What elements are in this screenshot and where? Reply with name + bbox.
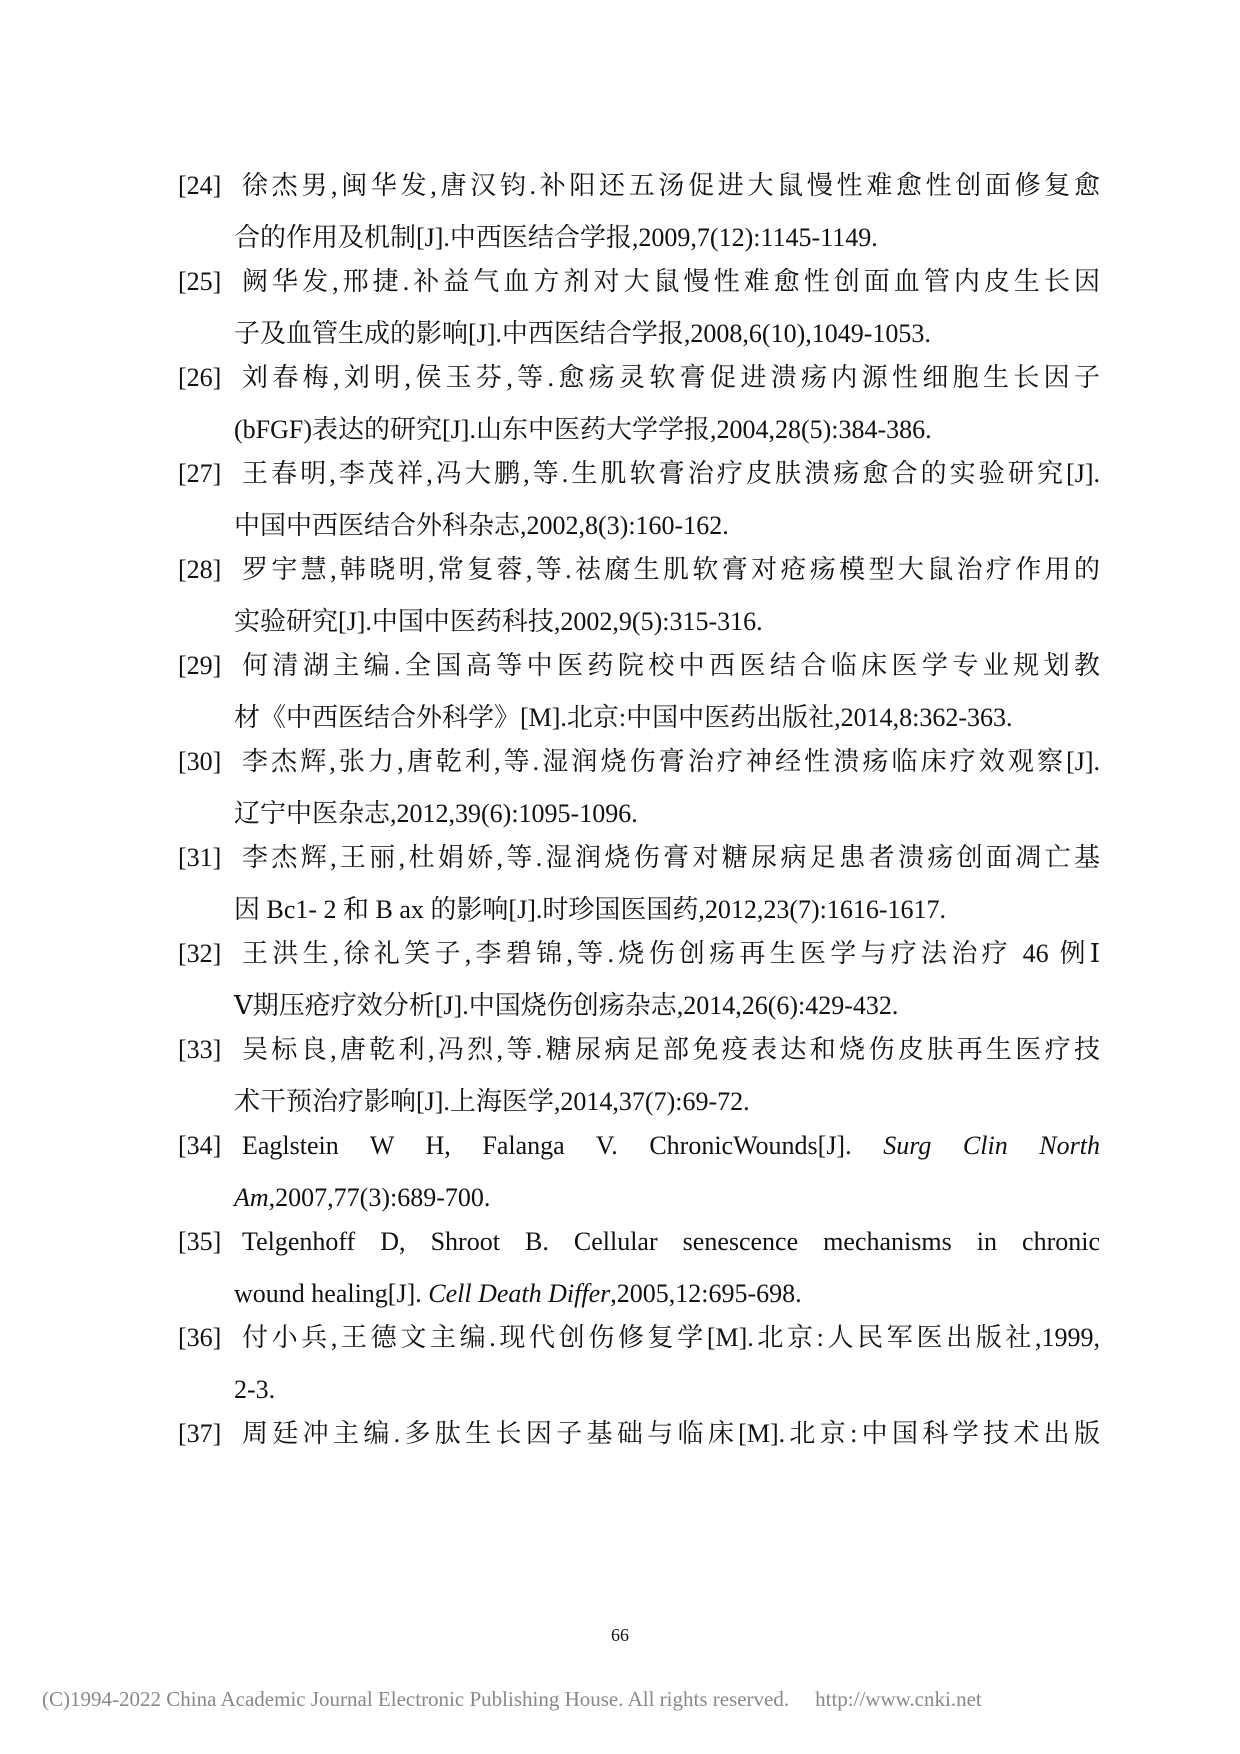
copyright-footer xyxy=(42,1687,1202,1712)
reference-number: [27] xyxy=(178,459,222,488)
footer-url: http://www.cnki.net xyxy=(815,1687,982,1711)
reference-number: [37] xyxy=(178,1419,222,1448)
reference-text-line1: 李杰辉,张力,唐乾利,等.湿润烧伤膏治疗神经性溃疡临床疗效观察[J]. xyxy=(242,747,1100,776)
reference-text-line2: 中国中西医结合外科杂志,2002,8(3):160-162. xyxy=(234,511,729,540)
copyright-text: (C)1994-2022 China Academic Journal Electronic Publishing House. All rights reserved. xyxy=(42,1687,790,1711)
reference-number: [25] xyxy=(178,267,222,296)
reference-authors-title: Eaglstein W H, Falanga V. ChronicWounds[J]. xyxy=(242,1131,884,1160)
reference-text-line1: 付小兵,王德文主编.现代创伤修复学[M].北京:人民军医出版社,1999, xyxy=(242,1323,1100,1352)
reference-number: [34] xyxy=(178,1131,222,1160)
reference-number: [28] xyxy=(178,555,222,584)
reference-text-line1: 周廷冲主编.多肽生长因子基础与临床[M].北京:中国科学技术出版 xyxy=(242,1419,1100,1448)
journal-name: Cell Death Differ xyxy=(428,1279,611,1308)
reference-text-line2: 合的作用及机制[J].中西医结合学报,2009,7(12):1145-1149. xyxy=(234,223,878,252)
reference-text-line1 xyxy=(242,1120,1100,1172)
reference-text-line1: 王春明,李茂祥,冯大鹏,等.生肌软膏治疗皮肤溃疡愈合的实验研究[J]. xyxy=(242,459,1100,488)
reference-title-end: wound healing[J]. xyxy=(234,1279,429,1308)
reference-text-line1: 罗宇慧,韩晓明,常复蓉,等.祛腐生肌软膏对疮疡模型大鼠治疗作用的 xyxy=(242,555,1100,584)
reference-number: [33] xyxy=(178,1035,222,1064)
reference-text-line2: 实验研究[J].中国中医药科技,2002,9(5):315-316. xyxy=(234,607,763,636)
reference-number: [24] xyxy=(178,171,222,200)
reference-text-line1: 何清湖主编.全国高等中医药院校中西医结合临床医学专业规划教 xyxy=(242,651,1100,680)
reference-number: [31] xyxy=(178,843,222,872)
reference-text-line2: 辽宁中医杂志,2012,39(6):1095-1096. xyxy=(234,799,638,828)
journal-name-end: Am xyxy=(234,1183,269,1212)
reference-text-line2: 子及血管生成的影响[J].中西医结合学报,2008,6(10),1049-1053. xyxy=(234,319,931,348)
page-number: 66 xyxy=(611,1625,629,1645)
reference-text-line2: Ⅴ期压疮疗效分析[J].中国烧伤创疡杂志,2014,26(6):429-432. xyxy=(234,991,899,1020)
reference-number: [26] xyxy=(178,363,222,392)
reference-volume-pages: ,2007,77(3):689-700. xyxy=(268,1183,491,1212)
reference-number: [29] xyxy=(178,651,222,680)
reference-text-line1: 刘春梅,刘明,侯玉芬,等.愈疡灵软膏促进溃疡内源性细胞生长因子 xyxy=(242,363,1100,392)
reference-text-line2: (bFGF)表达的研究[J].山东中医药大学学报,2004,28(5):384-386. xyxy=(234,415,932,444)
reference-number: [30] xyxy=(178,747,222,776)
reference-text-line1: 吴标良,唐乾利,冯烈,等.糖尿病足部免疫表达和烧伤皮肤再生医疗技 xyxy=(242,1035,1100,1064)
reference-text-line2: 术干预治疗影响[J].上海医学,2014,37(7):69-72. xyxy=(234,1087,750,1116)
reference-text-line1: Telgenhoff D, Shroot B. Cellular senescence mechanisms in chronic xyxy=(242,1227,1100,1256)
reference-number: [35] xyxy=(178,1227,222,1256)
reference-volume-pages: ,2005,12:695-698. xyxy=(610,1279,802,1308)
reference-text-line1: 王洪生,徐礼笑子,李碧锦,等.烧伤创疡再生医学与疗法治疗 46 例Ⅰ xyxy=(242,939,1100,968)
reference-text-line2: 材《中西医结合外科学》[M].北京:中国中医药出版社,2014,8:362-363. xyxy=(234,703,1013,732)
reference-text-line2: 2-3. xyxy=(234,1375,276,1404)
reference-number: [36] xyxy=(178,1323,222,1352)
journal-name: Surg Clin North xyxy=(883,1131,1100,1160)
reference-text-line1: 阙华发,邢捷.补益气血方剂对大鼠慢性难愈性创面血管内皮生长因 xyxy=(242,267,1100,296)
reference-text-line1: 徐杰男,闽华发,唐汉钧.补阳还五汤促进大鼠慢性难愈性创面修复愈 xyxy=(242,171,1100,200)
reference-number: [32] xyxy=(178,939,222,968)
reference-text-line1: 李杰辉,王丽,杜娟娇,等.湿润烧伤膏对糖尿病足患者溃疡创面凋亡基 xyxy=(242,843,1100,872)
reference-text-line2: 因 Bc1- 2 和 B ax 的影响[J].时珍国医国药,2012,23(7):1616-1617. xyxy=(234,895,947,924)
